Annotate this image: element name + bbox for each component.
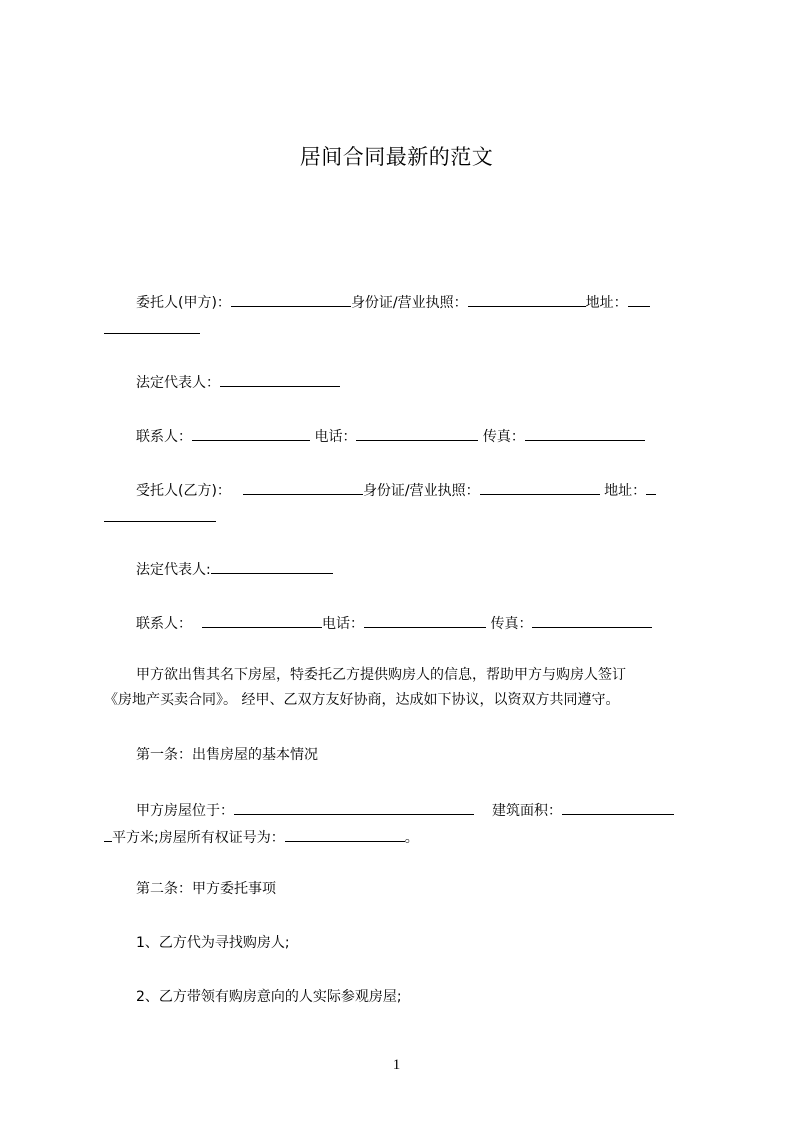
principal-address-continuation xyxy=(104,318,704,340)
agent-address-continuation xyxy=(104,506,704,528)
page-number: 1 xyxy=(392,1057,401,1073)
principal-address-blank-cont xyxy=(104,318,200,334)
agent-contact-label: 联系人： xyxy=(136,616,192,632)
principal-label: 委托人(甲方)： xyxy=(136,295,231,311)
article-2-title: 第二条：甲方委托事项 xyxy=(136,881,276,897)
property-cert-label: 平方米;房屋所有权证号为： xyxy=(112,830,285,846)
floor-area-label: 建筑面积： xyxy=(492,803,562,819)
principal-legal-rep-label: 法定代表人： xyxy=(136,375,220,391)
principal-legal-rep-blank xyxy=(220,371,340,387)
article-2-heading xyxy=(104,879,704,899)
article-2-item-2 xyxy=(104,987,704,1007)
principal-address-label: 地址： xyxy=(585,295,628,311)
agent-label: 受托人(乙方)： xyxy=(136,483,231,499)
principal-contact-blank xyxy=(192,425,310,441)
preamble-text-1: 甲方欲出售其名下房屋，特委托乙方提供购房人的信息，帮助甲方与购房人签订 xyxy=(136,667,626,683)
agent-legal-rep-line xyxy=(104,558,704,580)
property-cert-period: 。 xyxy=(404,830,419,846)
article-2-item-1-text: 1、乙方代为寻找购房人; xyxy=(136,935,290,951)
agent-address-blank-cont xyxy=(104,506,216,522)
agent-contact-line xyxy=(104,612,704,634)
agent-id-label: 身份证/营业执照： xyxy=(362,483,480,499)
property-cert-blank xyxy=(285,826,405,842)
agent-phone-label: 电话： xyxy=(322,616,364,632)
principal-contact-line xyxy=(104,425,704,447)
article-1-title: 第一条：出售房屋的基本情况 xyxy=(136,747,318,763)
principal-legal-rep-line xyxy=(104,371,704,393)
principal-fax-blank xyxy=(525,425,645,441)
agent-contact-blank xyxy=(202,612,322,628)
principal-id-label: 身份证/营业执照： xyxy=(350,295,468,311)
agent-fax-blank xyxy=(532,612,652,628)
principal-line xyxy=(104,291,704,313)
agent-fax-label: 传真： xyxy=(486,616,533,632)
floor-area-blank-cont xyxy=(104,826,112,842)
principal-phone-label: 电话： xyxy=(310,429,357,445)
floor-area-blank xyxy=(562,799,674,815)
principal-id-blank xyxy=(468,291,586,307)
principal-address-blank xyxy=(628,291,650,307)
agent-id-blank xyxy=(480,479,600,495)
preamble-line-1 xyxy=(104,665,704,685)
article-1-heading xyxy=(104,745,704,765)
property-location-line xyxy=(104,799,704,821)
principal-contact-label: 联系人： xyxy=(136,429,192,445)
agent-address-blank xyxy=(646,479,656,495)
principal-blank xyxy=(231,291,351,307)
article-2-item-1 xyxy=(104,933,704,953)
principal-phone-blank xyxy=(356,425,478,441)
agent-phone-blank xyxy=(364,612,486,628)
agent-address-label: 地址： xyxy=(599,483,647,499)
principal-fax-label: 传真： xyxy=(478,429,525,445)
property-cert-line xyxy=(104,826,704,848)
property-location-label: 甲方房屋位于： xyxy=(136,803,234,819)
property-location-blank xyxy=(234,799,474,815)
document-title: 居间合同最新的范文 xyxy=(299,145,494,169)
agent-blank xyxy=(243,479,363,495)
agent-legal-rep-label: 法定代表人: xyxy=(136,562,211,578)
preamble-text-2: 《房地产买卖合同》。 经甲、乙双方友好协商，达成如下协议，以资双方共同遵守。 xyxy=(104,692,620,708)
preamble-line-2 xyxy=(104,690,704,710)
article-2-item-2-text: 2、乙方带领有购房意向的人实际参观房屋; xyxy=(136,989,402,1005)
agent-line xyxy=(104,479,704,501)
agent-legal-rep-blank xyxy=(211,558,333,574)
